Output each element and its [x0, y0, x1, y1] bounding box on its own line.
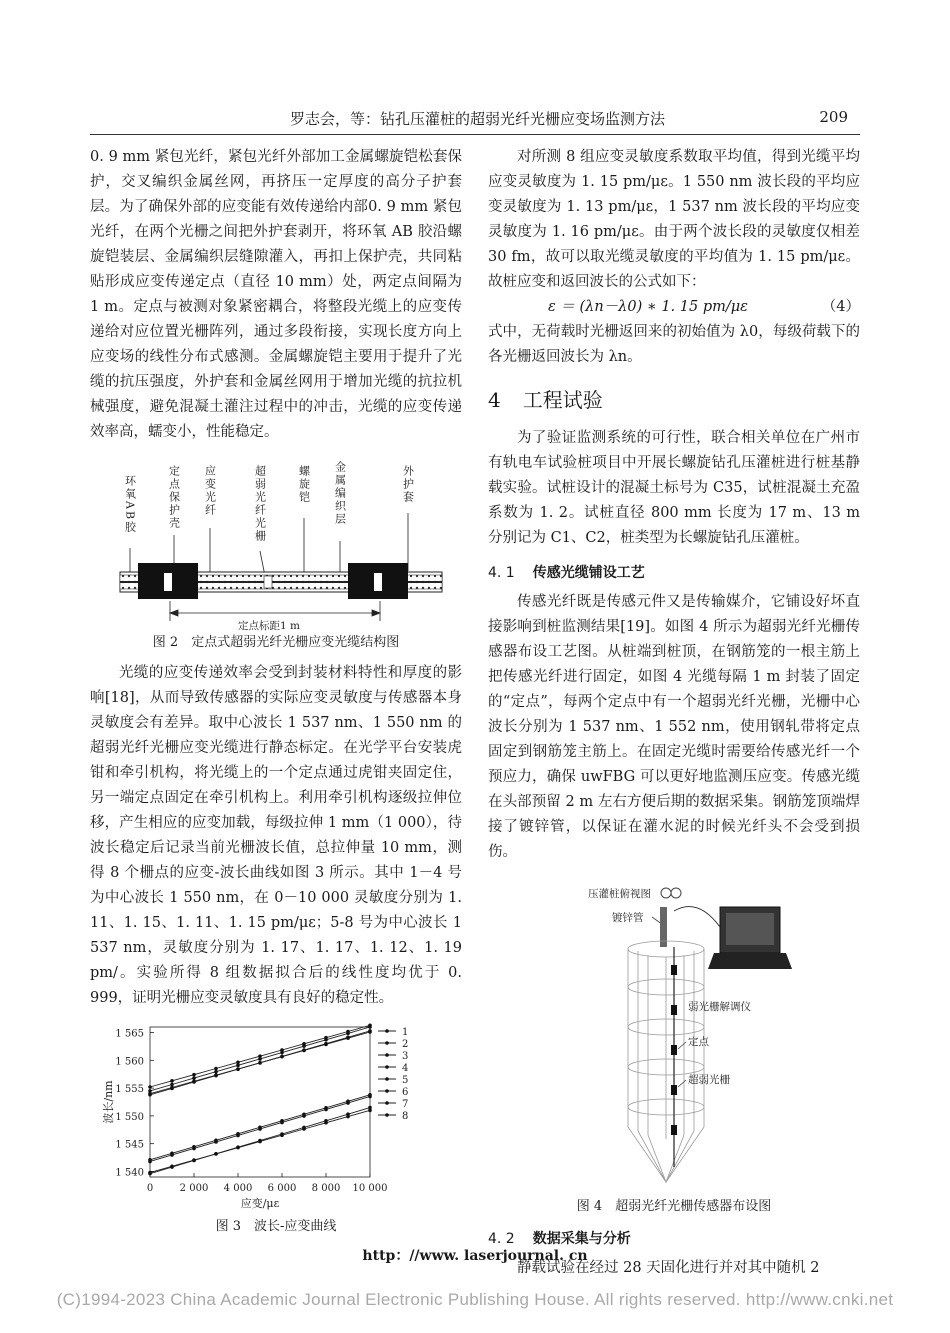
- legend-label-6: 6: [402, 1087, 409, 1098]
- data-point-2: [214, 1070, 218, 1074]
- right-column: [488, 145, 860, 1281]
- figure-2-cable-structure: [90, 453, 462, 633]
- data-point-4: [280, 1055, 284, 1059]
- data-point-6: [346, 1101, 350, 1105]
- data-point-1: [214, 1067, 218, 1071]
- data-point-2: [280, 1051, 284, 1055]
- data-point-1: [170, 1079, 174, 1083]
- interrogator-device: [674, 907, 792, 969]
- label-outer-sheath: 外护套: [401, 465, 415, 504]
- equation-number: （4）: [821, 299, 860, 315]
- data-point-2: [192, 1076, 196, 1080]
- figure-4-layout: [488, 877, 860, 1197]
- legend-label-2: 2: [402, 1039, 409, 1050]
- data-point-6: [280, 1121, 284, 1125]
- equation-4: [488, 295, 860, 320]
- data-point-8: [192, 1159, 196, 1163]
- data-point-4: [214, 1074, 218, 1078]
- data-point-8: [368, 1106, 372, 1110]
- data-point-4: [148, 1093, 152, 1097]
- paragraph: 静载试验在经过 28 天固化进行并对其中随机 2: [517, 1260, 820, 1276]
- data-point-2: [324, 1038, 328, 1042]
- y-tick-label: 1 550: [115, 1111, 144, 1123]
- span-label: 定点标距1 m: [238, 620, 300, 632]
- data-point-6: [192, 1147, 196, 1151]
- label-metal-braid: 金属编织层: [333, 461, 347, 526]
- data-point-8: [148, 1172, 152, 1176]
- label-pipe: 镀锌管: [612, 912, 644, 924]
- data-point-6: [214, 1140, 218, 1144]
- label-grating: 超弱光栅: [688, 1074, 730, 1086]
- page-number: 209: [819, 108, 848, 126]
- subsection-title: 数据采集与分析: [532, 1231, 631, 1247]
- data-point-6: [148, 1160, 152, 1164]
- data-point-4: [324, 1042, 328, 1046]
- legend-marker-5: [385, 1077, 389, 1081]
- legend-label-7: 7: [402, 1099, 409, 1110]
- label-uwfbg: 超弱光纤光栅: [253, 465, 267, 543]
- legend-label-8: 8: [402, 1111, 409, 1122]
- figure-4-caption: 图 4 超弱光纤光栅传感器布设图: [576, 1199, 772, 1214]
- section-4-heading: [488, 386, 860, 414]
- x-tick-label: 0: [146, 1183, 154, 1194]
- data-point-1: [148, 1085, 152, 1089]
- data-point-4: [170, 1087, 174, 1091]
- y-axis-label: 波长/nm: [102, 1080, 115, 1124]
- fig2-labels: [124, 460, 415, 543]
- figure-3-chart: [90, 1017, 462, 1217]
- left-column: [90, 145, 462, 1237]
- running-title: 罗志会，等：钻孔压灌桩的超弱光纤光栅应变场监测方法: [290, 110, 666, 128]
- data-point-6: [258, 1127, 262, 1131]
- subsection-number: 4. 2: [488, 1231, 515, 1247]
- data-point-6: [324, 1108, 328, 1112]
- x-tick-label: 2 000: [179, 1183, 209, 1194]
- paragraph: 式中，无荷载时光栅返回来的初始值为 λ0，每级荷载下的各光栅返回波长为 λn。: [488, 324, 860, 365]
- x-tick-label: 8 000: [311, 1183, 341, 1194]
- label-fixed-point-shell: 定点保护壳: [167, 465, 181, 530]
- paragraph: 传感光纤既是传感元件又是传输媒介，它铺设好坏直接影响到桩监测结果[19]。如图 4 所示为超弱光纤光栅传感器布设工艺图。从桩端到桩顶，在钢筋笼的一根主筋上把传感光纤进行固定，如图 4 光缆每隔 1 m 封装了固定的“定点”，每两个定点中有一个超弱光纤光栅，光栅中心波长分别为 1 537 nm、1 552 nm，使用钢轧带将定点固定到钢筋笼主筋上。在固定光缆时需要给传感光纤一个预应力，确保 uwFBG 可以更好地监测压应变。传感光缆在头部预留 2 m 左右方便后期的数据采集。钢筋笼顶端焊接了镀锌管，以保证在灌水泥的时候光纤头不会受到损伤。: [488, 594, 860, 860]
- header-rule: [90, 134, 860, 135]
- paragraph: 光缆的应变传递效率会受到封装材料特性和厚度的影响[18]，从而导致传感器的实际应变灵敏度与传感器本身灵敏度会有差异。取中心波长 1 537 nm、1 550 nm 的超弱光纤光栅应变光缆进行静态标定。在光学平台安装虎钳和牵引机构，将光缆上的一个定点通过虎钳夹固定住，另一端定点固定在牵引机构上。利用牵引机构逐级拉伸位移，产生相应的应变加载，每级拉伸 1 mm（1 000），待波长稳定后记录当前光栅波长值，总拉伸量 10 mm，测得 8 个栅点的应变-波长曲线如图 3 所示。其中 1－4 号为中心波长 1 550 nm，在 0－10 000 灵敏度分别为 1. 11、1. 15、1. 11、1. 15 pm/με；5-8 号为中心波长 1 537 nm，灵敏度分别为 1. 17、1. 17、1. 12、1. 19 pm/。实验所得 8 组数据拟合后的线性度均优于 0. 999，证明光栅应变灵敏度具有良好的稳定性。: [90, 665, 462, 1006]
- section-number: 4: [488, 388, 501, 412]
- y-tick-label: 1 545: [115, 1139, 144, 1151]
- legend-marker-3: [385, 1053, 389, 1057]
- x-tick-label: 6 000: [267, 1183, 297, 1194]
- data-point-8: [302, 1126, 306, 1130]
- data-point-2: [368, 1025, 372, 1029]
- data-point-4: [346, 1035, 350, 1039]
- running-header: [90, 106, 860, 132]
- data-point-4: [236, 1067, 240, 1071]
- label-top-view: 压灌桩俯视图: [588, 888, 651, 900]
- data-point-6: [236, 1134, 240, 1138]
- data-point-8: [280, 1132, 284, 1136]
- grating-mark: [264, 576, 272, 588]
- y-tick-label: 1 565: [115, 1028, 144, 1040]
- section-title: 工程试验: [522, 388, 603, 412]
- label-interrogator: 弱光栅解调仪: [688, 1001, 751, 1013]
- data-point-8: [170, 1165, 174, 1169]
- label-fixed-point: 定点: [688, 1036, 709, 1048]
- data-point-4: [302, 1048, 306, 1052]
- plot-frame: [150, 1027, 370, 1177]
- subsection-number: 4. 1: [488, 565, 515, 581]
- legend-marker-4: [385, 1065, 389, 1069]
- equation-body: ε ＝ (λn－λ0) ∗ 1. 15 pm/με: [548, 299, 748, 315]
- legend-marker-8: [385, 1113, 389, 1117]
- legend-label-4: 4: [402, 1063, 409, 1074]
- journal-url: http：//www. laserjournal. cn: [362, 1248, 588, 1264]
- data-point-4: [192, 1080, 196, 1084]
- y-tick-label: 1 555: [115, 1084, 144, 1096]
- x-tick-label: 4 000: [223, 1183, 253, 1194]
- label-epoxy-ab: 环氧AB胶: [123, 475, 137, 535]
- data-point-4: [368, 1029, 372, 1033]
- data-point-8: [236, 1145, 240, 1149]
- data-point-6: [170, 1153, 174, 1157]
- data-point-2: [302, 1044, 306, 1048]
- data-point-8: [214, 1152, 218, 1156]
- subsection-title: 传感光缆铺设工艺: [532, 565, 645, 581]
- y-tick-label: 1 560: [115, 1056, 144, 1068]
- data-point-2: [236, 1064, 240, 1068]
- legend-label-3: 3: [402, 1051, 409, 1062]
- data-point-8: [346, 1112, 350, 1116]
- paragraph: 对所测 8 组应变灵敏度系数取平均值，得到光缆平均应变灵敏度为 1. 15 pm/με。1 550 nm 波长段的平均应变灵敏度为 1. 13 pm/με，1 537 nm 波长段的平均应变灵敏度为 1. 16 pm/με。由于两个波长段的灵敏度仅相差 30 fm，故可以取光缆灵敏度的平均值为 1. 15 pm/με。故桩应变和返回波长的公式如下：: [488, 149, 860, 290]
- fig2-cable-body: [120, 563, 442, 599]
- data-point-8: [324, 1119, 328, 1123]
- paragraph: 0. 9 mm 紧包光纤，紧包光纤外部加工金属螺旋铠松套保护，交叉编织金属丝网，再挤压一定厚度的高分子护套层。为了确保外部的应变能有效传递给内部0. 9 mm 紧包光纤，在两个光栅之间把外护套剥开，将环氧 AB 胶沿螺旋铠装层、金属编织层缝隙灌入，再扣上保护壳，共同粘贴形成应变传递定点（直径 10 mm）处，两定点间隔为 1 m。定点与被测对象紧密耦合，将整段光缆上的应变传递给对应位置光栅阵列，通过多段衔接，实现长度方向上应变场的线性分布式感测。金属螺旋铠主要用于提升了光缆的抗压强度，外护套和金属丝网用于增加光缆的抗拉机械强度，避免混凝土灌注过程中的冲击，光缆的应变传递效率高，蠕变小，性能稳定。: [90, 149, 462, 440]
- data-point-4: [258, 1061, 262, 1065]
- data-point-6: [302, 1114, 306, 1118]
- x-axis-label: 应变/με: [240, 1197, 280, 1210]
- label-spiral-armor: 螺旋铠: [297, 465, 311, 504]
- data-point-8: [258, 1139, 262, 1143]
- figure-3-caption: 图 3 波长-应变曲线: [215, 1219, 337, 1234]
- rebar-cage: [628, 941, 704, 1182]
- fig2-span-arrow: [170, 601, 380, 621]
- label-strain-fiber: 应变光纤: [203, 465, 217, 517]
- x-tick-label: 10 000: [352, 1183, 388, 1194]
- data-point-6: [368, 1095, 372, 1099]
- paragraph: 为了验证监测系统的可行性，联合相关单位在广州市有轨电车试验桩项目中开展长螺旋钻孔压灌桩进行桩基静载实验。试桩设计的混凝土标号为 C35，试桩混凝土充盈系数为 1. 2。试桩直径 800 mm 长度为 17 m、13 m 分别记为 C1、C2，桩类型为长螺旋钻孔压灌桩。: [488, 430, 860, 546]
- subsection-4-1-heading: [488, 561, 860, 586]
- legend-marker-7: [385, 1101, 389, 1105]
- legend-label-1: 1: [402, 1027, 409, 1038]
- legend-marker-2: [385, 1041, 389, 1045]
- y-tick-label: 1 540: [115, 1167, 144, 1179]
- data-point-2: [346, 1032, 350, 1036]
- legend-marker-1: [385, 1029, 389, 1033]
- legend-marker-6: [385, 1089, 389, 1093]
- legend-label-5: 5: [402, 1075, 409, 1086]
- data-point-1: [192, 1073, 196, 1077]
- data-point-2: [258, 1057, 262, 1061]
- figure-2-caption: 图 2 定点式超弱光纤光栅应变光缆结构图: [152, 635, 400, 650]
- copyright-line: (C)1994-2023 China Academic Journal Electronic Publishing House. All rights reserved. http://www.cnki.net: [56, 1290, 894, 1309]
